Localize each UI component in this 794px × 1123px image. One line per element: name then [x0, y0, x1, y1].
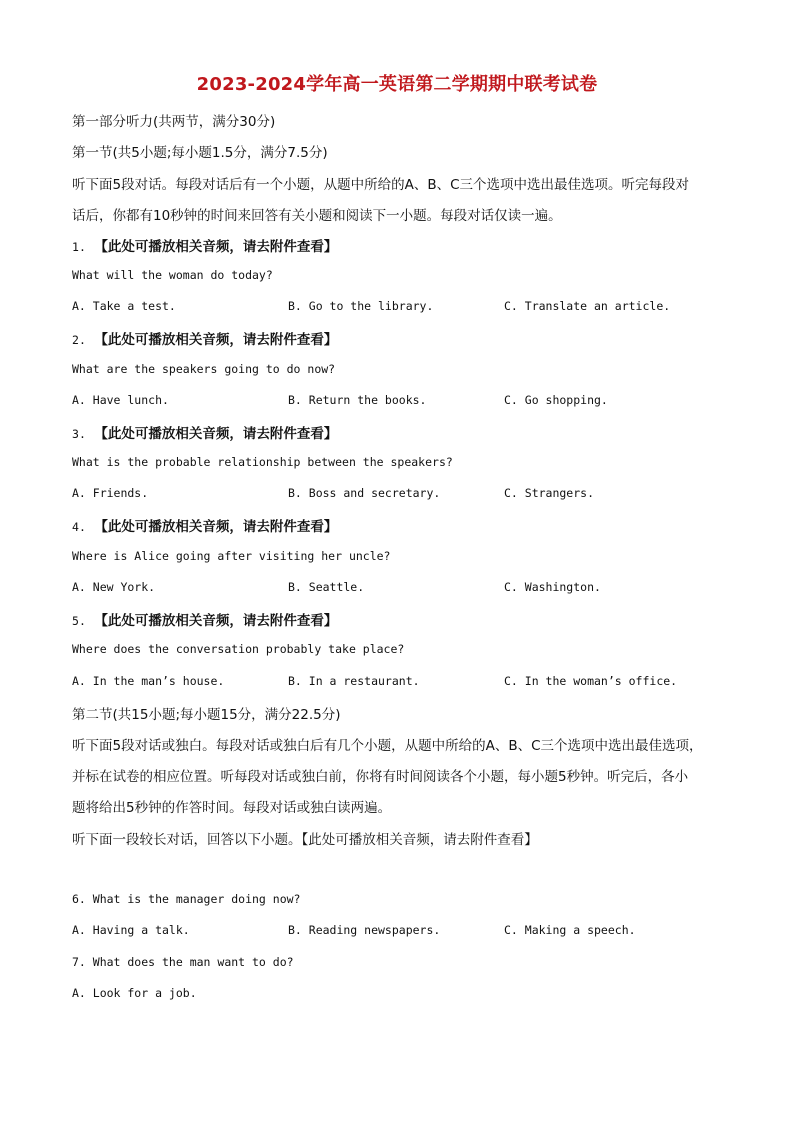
question-1-option-a: A. Take a test. — [72, 299, 176, 313]
section1-instruction-line-2: 话后，你都有10秒钟的时间来回答有关小题和阅读下一小题。每段对话仅读一遍。 — [72, 208, 562, 224]
section2-instruction-line-1: 听下面5段对话或独白。每段对话或独白后有几个小题，从题中所给的A、B、C三个选项中选出最佳选项， — [72, 738, 703, 754]
question-number: 5. — [72, 614, 87, 628]
question-2-option-b: B. Return the books. — [288, 393, 427, 407]
question-1-option-c: C. Translate an article. — [504, 299, 671, 313]
question-number: 1. — [72, 240, 87, 254]
question-4-header — [72, 515, 337, 535]
question-2-option-c: C. Go shopping. — [504, 393, 608, 407]
question-4-text: Where is Alice going after visiting her uncle? — [72, 549, 391, 563]
question-6-option-c: C. Making a speech. — [504, 923, 636, 937]
audio-note: 【此处可播放相关音频，请去附件查看】 — [94, 519, 338, 535]
audio-note: 【此处可播放相关音频，请去附件查看】 — [94, 332, 338, 348]
question-3-option-b: B. Boss and secretary. — [288, 486, 441, 500]
question-number: 4. — [72, 520, 87, 534]
section1-heading: 第一节(共5小题;每小题1.5分，满分7.5分) — [72, 145, 328, 161]
question-3-option-c: C. Strangers. — [504, 486, 595, 500]
audio-note: 【此处可播放相关音频，请去附件查看】 — [94, 613, 338, 629]
section2-instruction-line-2: 并标在试卷的相应位置。听每段对话或独白前，你将有时间阅读各个小题，每小题5秒钟。听完后，各小 — [72, 769, 689, 785]
question-2-text: What are the speakers going to do now? — [72, 362, 336, 376]
question-3-text: What is the probable relationship between the speakers? — [72, 455, 453, 469]
section2-lead: 听下面一段较长对话，回答以下小题。【此处可播放相关音频，请去附件查看】 — [72, 832, 538, 848]
part1-heading: 第一部分听力(共两节，满分30分) — [72, 114, 276, 130]
question-4-option-a: A. New York. — [72, 580, 156, 594]
exam-title: 2023-2024学年高一英语第二学期期中联考试卷 — [196, 74, 598, 95]
question-1-header — [72, 235, 337, 255]
question-6-text: 6. What is the manager doing now? — [72, 892, 301, 906]
question-3-header — [72, 422, 337, 442]
audio-note: 【此处可播放相关音频，请去附件查看】 — [94, 426, 338, 442]
question-1-text: What will the woman do today? — [72, 268, 273, 282]
question-7-text: 7. What does the man want to do? — [72, 955, 294, 969]
question-5-option-c: C. In the woman’s office. — [504, 674, 678, 688]
question-7-option-a: A. Look for a job. — [72, 986, 197, 1000]
question-1-option-b: B. Go to the library. — [288, 299, 434, 313]
section1-instruction-line-1: 听下面5段对话。每段对话后有一个小题，从题中所给的A、B、C三个选项中选出最佳选项。听完每段对 — [72, 177, 690, 193]
question-5-option-a: A. In the man’s house. — [72, 674, 225, 688]
audio-note: 【此处可播放相关音频，请去附件查看】 — [94, 239, 338, 255]
question-number: 2. — [72, 333, 87, 347]
section2-instruction-line-3: 题将给出5秒钟的作答时间。每段对话或独白读两遍。 — [72, 800, 392, 816]
question-6-option-a: A. Having a talk. — [72, 923, 190, 937]
question-2-header — [72, 328, 337, 348]
question-2-option-a: A. Have lunch. — [72, 393, 169, 407]
question-number: 3. — [72, 427, 87, 441]
question-4-option-c: C. Washington. — [504, 580, 601, 594]
question-6-option-b: B. Reading newspapers. — [288, 923, 441, 937]
question-3-option-a: A. Friends. — [72, 486, 149, 500]
question-5-header — [72, 609, 337, 629]
question-4-option-b: B. Seattle. — [288, 580, 365, 594]
question-5-option-b: B. In a restaurant. — [288, 674, 420, 688]
section2-heading: 第二节(共15小题;每小题15分，满分22.5分) — [72, 707, 341, 723]
question-5-text: Where does the conversation probably take place? — [72, 642, 405, 656]
